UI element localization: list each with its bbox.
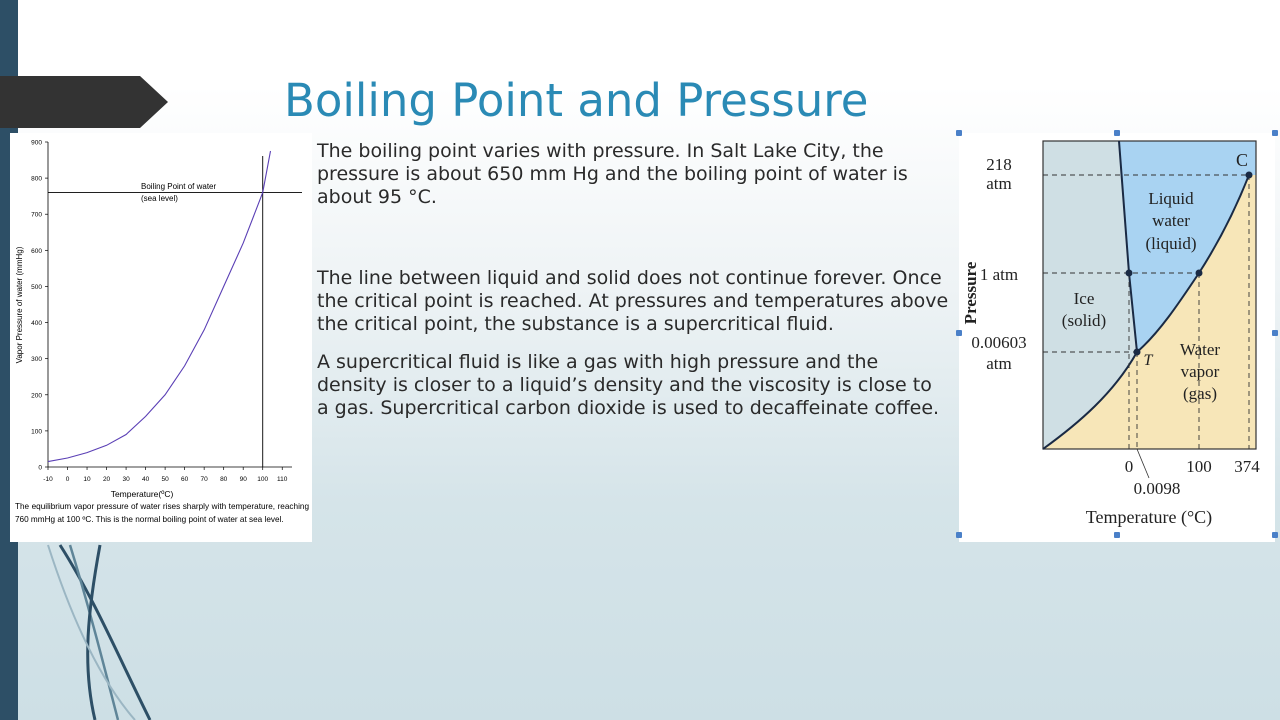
- y-tick-label: 400: [31, 320, 42, 328]
- x-tick-label: 80: [220, 476, 228, 483]
- y-axis-label: Pressure: [961, 261, 980, 325]
- body-text: [317, 140, 949, 420]
- y-tick-label: 500: [31, 283, 42, 291]
- resize-handle-bl[interactable]: [956, 532, 962, 538]
- title-tab-shape: [0, 76, 168, 128]
- vapor-region-label-2: vapor: [1180, 362, 1220, 381]
- y-tick-label: 600: [31, 247, 42, 255]
- x-axis-label: Temperature(ºC): [110, 489, 174, 499]
- pressure-label-218: 218: [986, 155, 1012, 174]
- x-tick-label: 60: [181, 476, 189, 483]
- vapor-region-sublabel: (gas): [1183, 384, 1217, 403]
- x-tick-label: 0: [65, 476, 70, 483]
- ice-region-sublabel: (solid): [1061, 311, 1107, 330]
- vapor-region-label: Water: [1179, 340, 1221, 359]
- resize-handle-tc[interactable]: [1114, 130, 1120, 136]
- triple-point-marker: [1134, 349, 1141, 356]
- x-tick-label: 50: [161, 476, 169, 483]
- temp-label-0-0098: 0.0098: [1133, 479, 1181, 498]
- resize-handle-br[interactable]: [1272, 532, 1278, 538]
- y-tick-label: 100: [31, 428, 42, 436]
- paragraph-boiling-point: The boiling point varies with pressure. In Salt Lake City, the pressure is about 650 mm Hg and the boiling point of water is about 95 °C.: [317, 140, 908, 208]
- x-tick-label: -10: [43, 476, 53, 483]
- melting-point-marker: [1126, 270, 1133, 277]
- liquid-region-sublabel: (liquid): [1145, 234, 1197, 253]
- y-tick-label: 900: [31, 139, 42, 147]
- reference-line-label: Boiling Point of water: [141, 182, 217, 191]
- pressure-label-1atm: 1 atm: [979, 265, 1019, 284]
- x-tick-label: 10: [83, 476, 91, 483]
- phase-diagram[interactable]: [959, 133, 1275, 542]
- y-tick-label: 300: [31, 356, 42, 364]
- paragraph-supercritical-fluid: A supercritical fluid is like a gas with high pressure and the density is closer to a liquid’s density and the viscosity is close to a gas. Supercritical carbon dioxide is used to decaffeinate coffee.: [317, 351, 940, 419]
- resize-handle-bc[interactable]: [1114, 532, 1120, 538]
- x-tick-label: 40: [141, 476, 150, 483]
- pressure-unit-0-00603: atm: [986, 354, 1012, 373]
- x-axis-label: Temperature (°C): [1085, 507, 1213, 527]
- x-tick-label: 110: [277, 476, 288, 483]
- reference-line-sublabel: (sea level): [141, 194, 178, 203]
- resize-handle-ml[interactable]: [956, 330, 962, 336]
- y-tick-label: 800: [31, 175, 42, 183]
- resize-handle-mr[interactable]: [1272, 330, 1278, 336]
- chart-caption: The equilibrium vapor pressure of water rises sharply with temperature, reaching 760 mmHg at 100 ºC. This is the normal boiling point of water at sea level.: [15, 502, 309, 524]
- liquid-region-label-2: water: [1152, 211, 1190, 230]
- ice-region-label: Ice: [1073, 289, 1095, 308]
- temp-label-374: 374: [1234, 457, 1260, 476]
- slide-title: Boiling Point and Pressure: [284, 74, 869, 127]
- phase-diagram-svg: [959, 133, 1275, 542]
- triple-temp-leader: [1137, 449, 1149, 478]
- temp-label-0: 0: [1124, 457, 1134, 476]
- triple-point-label: T: [1143, 352, 1153, 369]
- vapor-pressure-chart: [10, 133, 312, 542]
- temp-label-100: 100: [1186, 457, 1212, 476]
- y-tick-label: 700: [31, 211, 42, 219]
- resize-handle-tr[interactable]: [1272, 130, 1278, 136]
- y-tick-label: 0: [38, 464, 42, 472]
- x-tick-label: 20: [102, 476, 111, 483]
- pressure-label-0-00603: 0.00603: [971, 333, 1027, 352]
- x-tick-label: 100: [257, 476, 269, 483]
- vapor-pressure-svg: [10, 133, 312, 542]
- y-axis-label: Vapor Pressure of water (mmHg): [15, 246, 24, 364]
- critical-point-label: C: [1235, 150, 1249, 170]
- x-tick-label: 30: [122, 476, 130, 483]
- x-tick-label: 90: [239, 476, 247, 483]
- x-tick-label: 70: [200, 476, 208, 483]
- y-tick-label: 200: [31, 392, 42, 400]
- liquid-region-label: Liquid: [1148, 189, 1194, 208]
- pressure-unit-218: atm: [986, 174, 1012, 193]
- boiling-point-marker: [1196, 270, 1203, 277]
- critical-point-marker: [1246, 172, 1253, 179]
- paragraph-critical-point: The line between liquid and solid does not continue forever. Once the critical point is reached. At pressures and temperatures above the critical point, the substance is a supercritical fluid.: [317, 267, 949, 335]
- resize-handle-tl[interactable]: [956, 130, 962, 136]
